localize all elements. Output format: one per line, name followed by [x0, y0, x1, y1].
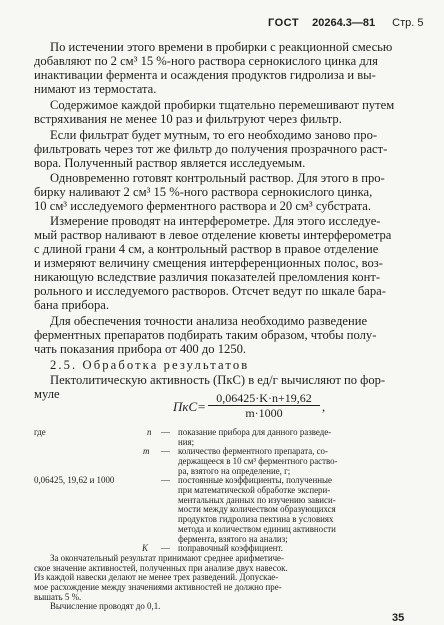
text-line: фильтровать через тот же фильтр до получения прозрачного раст-: [34, 142, 388, 156]
text-line: инактивации фермента и осаждения продуктов гидролиза и вы-: [34, 68, 376, 82]
standard-number: 20264.3—81: [312, 17, 376, 29]
text-line: бирку наливают 2 см³ 15 %-ного раствора сернокислого цинка,: [34, 185, 373, 199]
page-label: Стр. 5: [392, 17, 424, 29]
text-line: Содержимое каждой пробирки тщательно перемешивают путем: [50, 98, 395, 112]
text-line: За окончательный результат принимают среднее арифметиче-: [50, 552, 284, 563]
text-line: никающую вследствие различия показателей преломления конт-: [34, 270, 381, 284]
formula-numerator: 0,06425·K·n+19,62: [208, 391, 320, 406]
page-number: 35: [392, 612, 405, 624]
text-line: Одновременно готовят контрольный раствор. Для этого в про-: [50, 171, 385, 185]
def-text: ментальных данных по изучению зависи-: [178, 494, 336, 505]
text-line: вора. Полученный раствор является исследуемым.: [34, 156, 306, 170]
def-text: поправочный коэффициент.: [178, 543, 283, 554]
text-line: Для обеспечения точности анализа необходимо разведение: [50, 314, 368, 328]
formula-fraction: [208, 391, 320, 420]
standard-label: ГОСТ: [268, 17, 300, 29]
def-text: держащееся в 10 см³ ферментного раство-: [178, 456, 338, 467]
def-text: ра, взятого на определение, г;: [178, 465, 291, 476]
text-line: с длиной грани 4 см, а контрольный раствор в правое отделение: [34, 242, 379, 256]
text-line: ское значение активностей, полученных при анализе двух навесок.: [34, 562, 288, 573]
def-text: фермента, взятого на анализ;: [178, 533, 288, 544]
def-text: при математической обработке экспери-: [178, 485, 331, 496]
text-line: мый раствор наливают в левое отделение кюветы интерферометра: [34, 228, 392, 242]
formula-denominator: m·1000: [245, 406, 283, 420]
def-text: постоянные коэффициенты, полученные: [178, 475, 332, 486]
text-line: муле: [34, 387, 60, 401]
text-line: и измеряют величину смещения интерференционных полос, воз-: [34, 256, 383, 270]
def-dash: —: [161, 446, 170, 457]
running-header: [268, 16, 424, 30]
text-line: бана прибора.: [34, 298, 109, 312]
text-line: чать показания прибора от 400 до 1250.: [34, 342, 247, 356]
text-line: нимают из термостата.: [34, 82, 157, 96]
def-text: ния;: [178, 436, 195, 447]
text-line: рольного и исследуемого растворов. Отсчет ведут по шкале бара-: [34, 284, 386, 298]
text-line: По истечении этого времени в пробирки с реакционной смесью: [50, 40, 393, 54]
text-line: Если фильтрат будет мутным, то его необходимо заново про-: [50, 128, 378, 142]
text-line: Измерение проводят на интерферометре. Для этого исследуе-: [50, 214, 381, 228]
def-text: количество ферментного препарата, со-: [178, 446, 328, 457]
def-dash: —: [161, 543, 170, 554]
def-text: продуктов гидролиза пектина в условиях: [178, 514, 334, 525]
def-symbol: K: [142, 543, 148, 554]
def-text: метода и количеством единиц активности: [178, 523, 336, 534]
def-dash: —: [161, 427, 170, 437]
text-line: добавляют по 2 см³ 15 %-ного раствора сернокислого цинка для: [34, 54, 378, 68]
text-line: Пектолитическую активность (ПкС) в ед/г вычисляют по фор-: [50, 373, 386, 387]
where-word: где: [34, 427, 46, 437]
section-heading: 2.5. Обработка результатов: [50, 358, 250, 372]
def-text: показание прибора для данного разведе-: [178, 427, 332, 437]
text-line: вышать 5 %.: [34, 591, 82, 602]
text-line: ферментных препаратов подбирать таким образом, чтобы полу-: [34, 328, 377, 342]
text-line: Вычисление проводят до 0,1.: [50, 601, 161, 612]
def-text: мости между количеством образующихся: [178, 504, 336, 515]
text-line: встряхивания не менее 10 раз и фильтруют через фильтр.: [34, 112, 342, 126]
def-symbol: m: [143, 446, 150, 457]
def-dash: —: [161, 475, 170, 486]
def-symbol: n: [147, 427, 152, 437]
text-line: мое расхождение между значениями активностей не должно пре-: [34, 581, 282, 592]
formula-comma: ,: [322, 400, 326, 414]
def-symbol: 0,06425, 19,62 и 1000: [34, 475, 115, 486]
formula-lhs: ПкС=: [173, 399, 206, 414]
text-line: 10 см³ исследуемого ферментного раствора и 20 см³ субстрата.: [34, 199, 371, 213]
text-line: Из каждой навески делают не менее трех разведений. Допускае-: [34, 572, 279, 583]
